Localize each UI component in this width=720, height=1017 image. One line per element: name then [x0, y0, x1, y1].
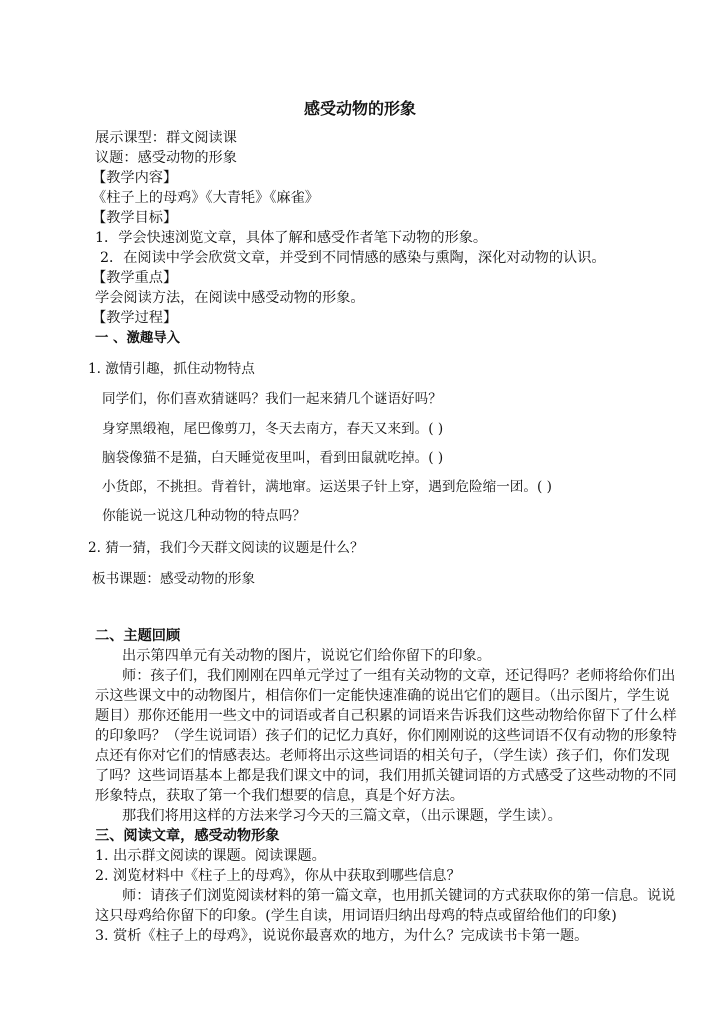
section2-line: 出示第四单元有关动物的图片，说说它们给你留下的印象。 [122, 648, 491, 664]
riddle-item: 小货郎，不挑担。背着针，满地窜。运送果子针上穿，遇到危险缩一团。( ) [102, 479, 552, 495]
section2-line: 形象特点，获取了第一个我们想要的信息，真是个好方法。 [95, 788, 464, 804]
course-type: 展示课型：群文阅读课 [95, 130, 237, 146]
section2-line: 的印象吗？（学生说词语）孩子们的记忆力真好，你们刚刚说的这些词语不仅有动物的形象特 [95, 728, 677, 744]
section3-line: 这只母鸡给你留下的印象。(学生自读，用词语归纳出母鸡的特点或留给他们的印象) [95, 908, 617, 924]
section2-line: 了吗？这些词语基本上都是我们课文中的词，我们用抓关键词语的方式感受了这些动物的不同 [95, 768, 677, 784]
section3-line: 2. 浏览材料中《柱子上的母鸡》，你从中获取到哪些信息？ [95, 868, 461, 884]
focus-text: 学会阅读方法，在阅读中感受动物的形象。 [95, 290, 365, 306]
goals-label: 【教学目标】 [92, 210, 178, 226]
section3-heading: 三、阅读文章，感受动物形象 [95, 828, 280, 844]
topic: 议题：感受动物的形象 [95, 150, 237, 166]
content-label: 【教学内容】 [92, 170, 178, 186]
process-label: 【教学过程】 [92, 310, 178, 326]
focus-label: 【教学重点】 [92, 270, 178, 286]
section1-heading: 一 、激趣导入 [95, 331, 181, 346]
section1-step1: 1. 激情引趣，抓住动物特点 [88, 361, 255, 377]
section3-line: 师：请孩子们浏览阅读材料的第一篇文章，也用抓关键词的方式获取你的第一信息。说说 [122, 888, 676, 904]
content-books: 《柱子上的母鸡》《大青牦》《麻雀》 [92, 190, 319, 206]
section2-line: 示这些课文中的动物图片，相信你们一定能快速准确的说出它们的题目。（出示图片，学生说 [95, 688, 670, 704]
section2-heading: 二、主题回顾 [95, 628, 181, 644]
board-title: 板书课题：感受动物的形象 [92, 571, 256, 587]
riddle-intro: 同学们，你们喜欢猜谜吗？我们一起来猜几个谜语好吗？ [102, 391, 442, 407]
goal-item: 1．学会快速浏览文章，具体了解和感受作者笔下动物的形象。 [95, 230, 488, 246]
section3-line: 1. 出示群文阅读的课题。阅读课题。 [95, 848, 326, 864]
section2-line: 那我们将用这样的方法来学习今天的三篇文章，（出示课题，学生读）。 [122, 808, 562, 824]
section2-line: 师：孩子们，我们刚刚在四单元学过了一组有关动物的文章，还记得吗？老师将给你们出 [122, 668, 676, 684]
riddle-item: 身穿黑缎袍，尾巴像剪刀，冬天去南方，春天又来到。( ) [102, 421, 444, 437]
section2-line: 点还有你对它们的情感表达。老师将出示这些词语的相关句子，（学生读）孩子们，你们发现 [95, 748, 670, 764]
page-title: 感受动物的形象 [303, 99, 416, 118]
goal-item: 2．在阅读中学会欣赏文章，并受到不同情感的感染与熏陶，深化对动物的认识。 [100, 250, 606, 266]
section3-line: 3. 赏析《柱子上的母鸡》，说说你最喜欢的地方，为什么？完成读书卡第一题。 [95, 928, 589, 944]
section1-step2: 2. 猜一猜，我们今天群文阅读的议题是什么？ [88, 540, 364, 556]
section2-line: 题目）那你还能用一些文中的词语或者自己积累的词语来告诉我们这些动物给你留下了什么样 [95, 708, 677, 724]
riddle-question: 你能说一说这几种动物的特点吗？ [102, 508, 306, 524]
riddle-item: 脑袋像猫不是猫，白天睡觉夜里叫，看到田鼠就吃掉。( ) [102, 450, 444, 466]
